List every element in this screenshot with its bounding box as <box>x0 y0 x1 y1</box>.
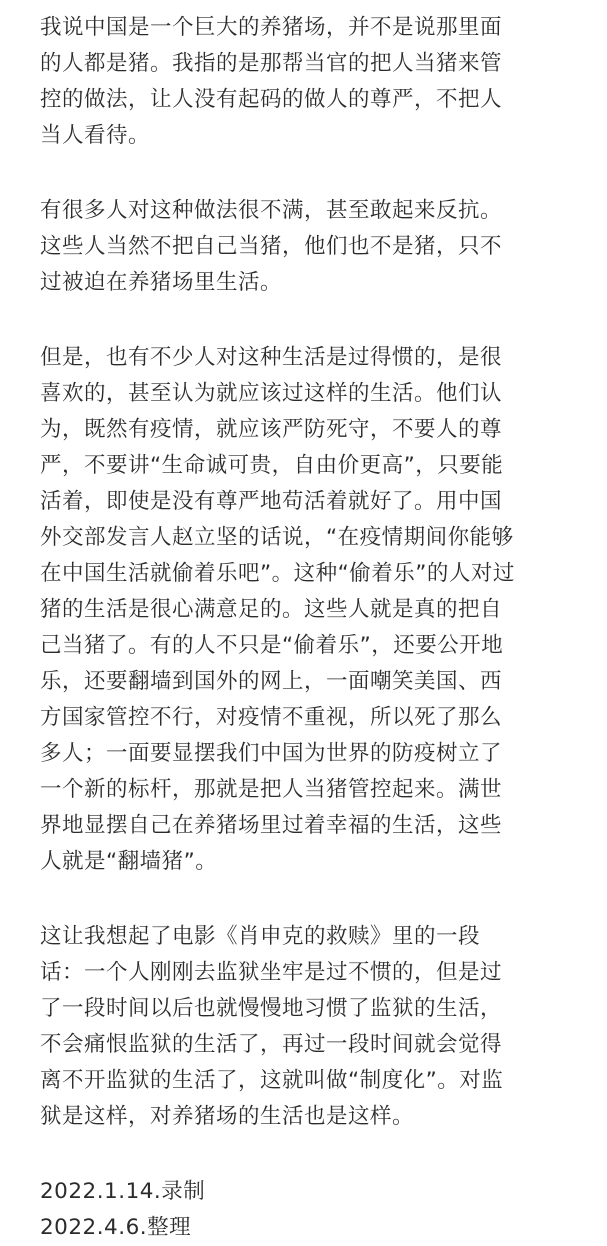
text-line: 不会痛恨监狱的生活了，再过一段时间就会觉得 <box>40 1032 503 1057</box>
text-line: 狱是这样，对养猪场的生活也是这样。 <box>40 1104 415 1129</box>
text-line: 严，不要讲“生命诚可贵，自由价更高”，只要能 <box>40 453 504 478</box>
text-line: 活着，即使是没有尊严地苟活着就好了。用中国 <box>40 489 503 514</box>
text-line: 猪的生活是很心满意足的。这些人就是真的把自 <box>40 597 503 622</box>
text-line: 的人都是猪。我指的是那帮当官的把人当猪来管 <box>40 51 503 76</box>
text-line: 喜欢的，甚至认为就应该过这样的生活。他们认 <box>40 381 503 406</box>
text-line: 人就是“翻墙猪”。 <box>40 849 218 874</box>
text-line: 这些人当然不把自己当猪，他们也不是猪，只不 <box>40 234 503 259</box>
text-line: 这让我想起了电影《肖申克的救赎》里的一段 <box>40 924 481 949</box>
text-line: 过被迫在养猪场里生活。 <box>40 270 283 295</box>
text-line: 一个新的标杆，那就是把人当猪管控起来。满世 <box>40 777 503 802</box>
edited-date: 2022.4.6.整理 <box>40 1215 192 1240</box>
text-line: 外交部发言人赵立坚的话说，“在疫情期间你能够 <box>40 525 514 550</box>
paragraph-3 <box>40 340 585 880</box>
text-line: 界地显摆自己在养猪场里过着幸福的生活，这些 <box>40 813 503 838</box>
text-line: 在中国生活就偷着乐吧”。这种“偷着乐”的人对过 <box>40 561 515 586</box>
paragraph-4 <box>40 919 585 1135</box>
text-line: 离不开监狱的生活了，这就叫做“制度化”。对监 <box>40 1068 504 1093</box>
text-line: 为，既然有疫情，就应该严防死守，不要人的尊 <box>40 417 503 442</box>
date-block <box>40 1174 585 1246</box>
text-line: 但是，也有不少人对这种生活是过得惯的，是很 <box>40 345 503 370</box>
text-line: 乐，还要翻墙到国外的网上，一面嘲笑美国、西 <box>40 669 503 694</box>
text-line: 了一段时间以后也就慢慢地习惯了监狱的生活， <box>40 996 503 1021</box>
text-line: 己当猪了。有的人不只是“偷着乐”，还要公开地 <box>40 633 504 658</box>
paragraph-1 <box>40 10 585 154</box>
text-line: 有很多人对这种做法很不满，甚至敢起来反抗。 <box>40 198 503 223</box>
text-line: 我说中国是一个巨大的养猪场，并不是说那里面 <box>40 15 503 40</box>
text-line: 控的做法，让人没有起码的做人的尊严，不把人 <box>40 87 503 112</box>
recorded-date: 2022.1.14.录制 <box>40 1179 206 1204</box>
text-line: 多人；一面要显摆我们中国为世界的防疫树立了 <box>40 741 503 766</box>
paragraph-2 <box>40 193 585 301</box>
text-line: 话：一个人刚刚去监狱坐牢是过不惯的，但是过 <box>40 960 503 985</box>
text-line: 方国家管控不行，对疫情不重视，所以死了那么 <box>40 705 503 730</box>
text-line: 当人看待。 <box>40 123 151 148</box>
